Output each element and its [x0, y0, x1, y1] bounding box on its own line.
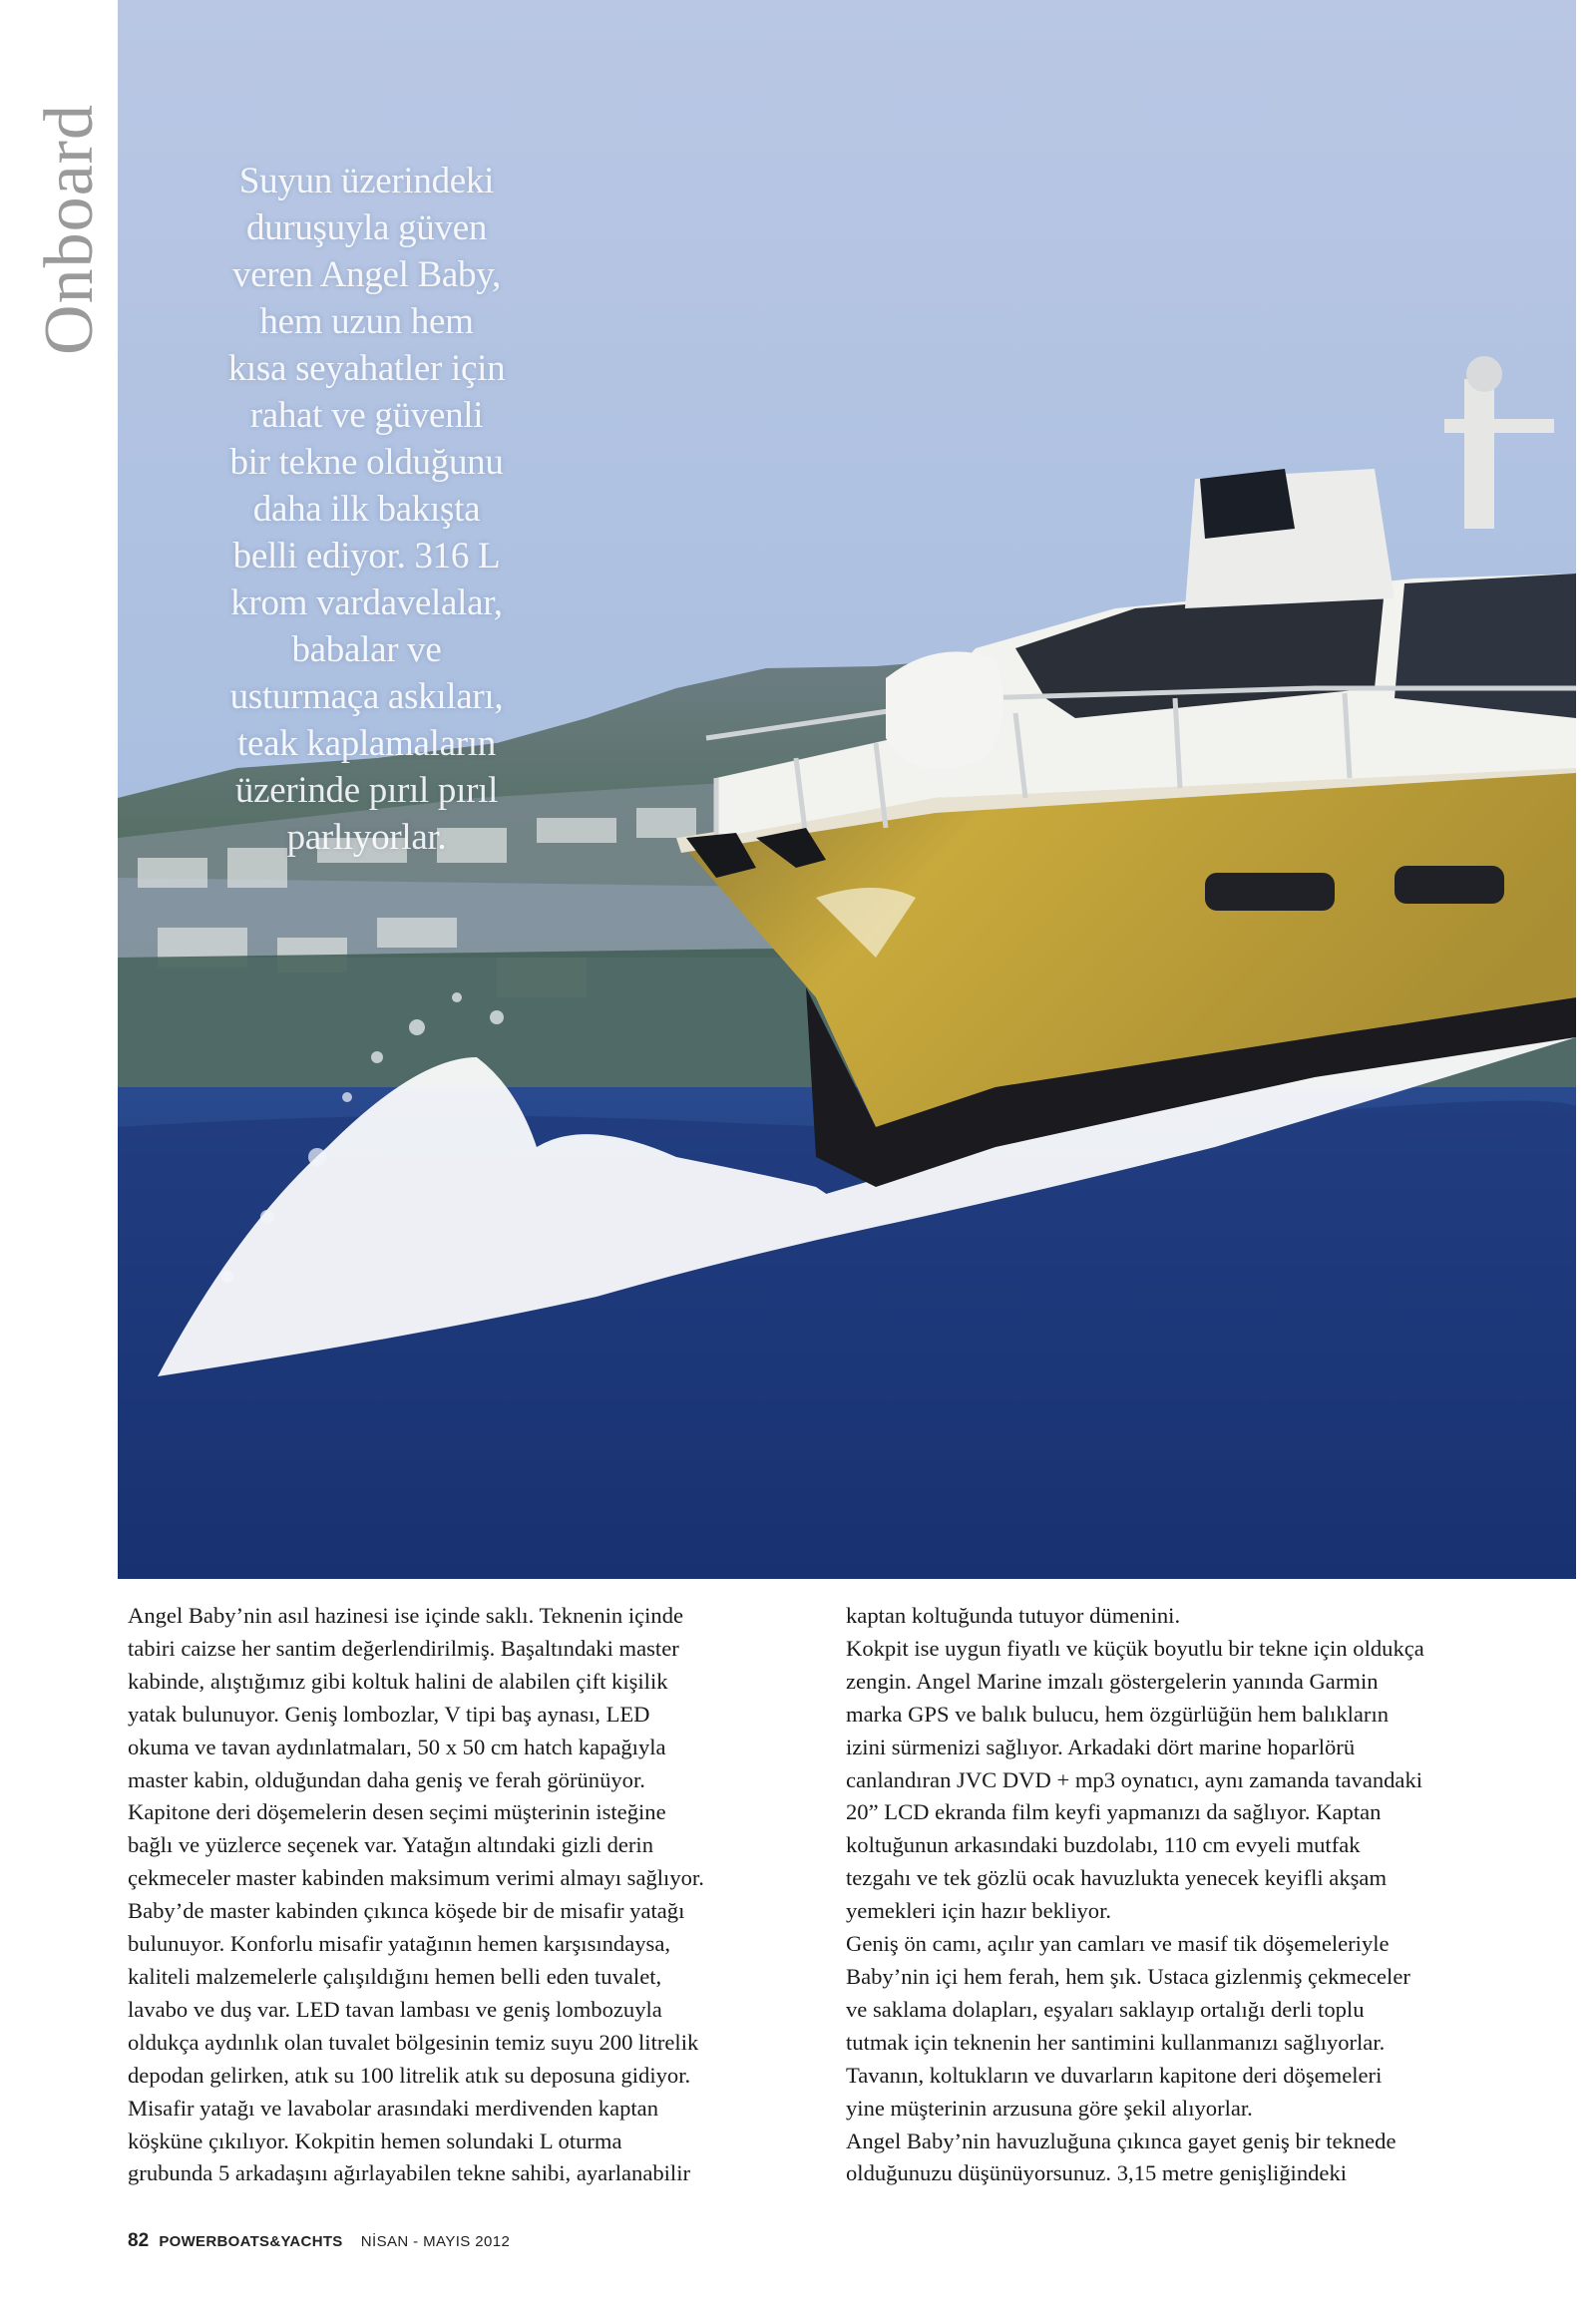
- issue-date: NİSAN - MAYIS 2012: [360, 2233, 511, 2250]
- body-line: izini sürmenizi sağlıyor. Arkadaki dört marine hoparlörü: [846, 1734, 1356, 1759]
- body-line: ve saklama dolapları, eşyaları saklayıp ortalığı derli toplu: [846, 1996, 1365, 2022]
- pull-quote-line: Suyun üzerindeki: [238, 161, 495, 201]
- body-column-right: [846, 1600, 1544, 2190]
- pull-quote: [185, 158, 549, 861]
- body-line: Tavanın, koltukların ve duvarların kapitone deri döşemeleri: [846, 2062, 1383, 2088]
- body-line: köşküne çıkılıyor. Kokpitin hemen solundaki L oturma: [128, 2128, 622, 2153]
- body-line: 20” LCD ekranda film keyfi yapmanızı da sağlıyor. Kaptan: [846, 1799, 1382, 1825]
- body-line: bulunuyor. Konforlu misafir yatağının hemen karşısındaysa,: [128, 1931, 671, 1957]
- pull-quote-line: krom vardavelalar,: [230, 582, 503, 623]
- body-line: zengin. Angel Marine imzalı göstergelerin yanında Garmin: [846, 1668, 1379, 1694]
- body-line: lavabo ve duş var. LED tavan lambası ve geniş lombozuyla: [128, 1996, 662, 2022]
- body-line: Kokpit ise uygun fiyatlı ve küçük boyutlu bir tekne için oldukça: [846, 1635, 1424, 1661]
- pull-quote-line: üzerinde pırıl pırıl: [234, 770, 499, 811]
- body-line: yine müşterinin arzusuna göre şekil alıyorlar.: [846, 2095, 1253, 2121]
- body-line: çekmeceler master kabinden maksimum verimi almayı sağlıyor.: [128, 1865, 704, 1891]
- pull-quote-line: babalar ve: [291, 629, 442, 670]
- pull-quote-line: parlıyorlar.: [286, 817, 447, 858]
- body-line: Misafir yatağı ve lavabolar arasındaki merdivenden kaptan: [128, 2095, 659, 2121]
- pull-quote-line: belli ediyor. 316 L: [232, 536, 501, 577]
- pull-quote-line: duruşuyla güven: [245, 207, 488, 248]
- body-line: tezgahı ve tek gözlü ocak havuzlukta yenecek keyifli akşam: [846, 1865, 1388, 1891]
- page-footer: [128, 2230, 510, 2252]
- body-line: bağlı ve yüzlerce seçenek var. Yatağın altındaki gizli derin: [128, 1832, 654, 1858]
- body-line: kaliteli malzemelerle çalışıldığını hemen belli eden tuvalet,: [128, 1963, 662, 1989]
- pull-quote-line: bir tekne olduğunu: [229, 442, 504, 483]
- pull-quote-line: hem uzun hem: [259, 301, 474, 342]
- body-line: yemekleri için hazır bekliyor.: [846, 1898, 1112, 1924]
- page-number: 82: [128, 2230, 150, 2251]
- pull-quote-line: veren Angel Baby,: [232, 254, 501, 295]
- body-line: grubunda 5 arkadaşını ağırlayabilen tekne sahibi, ayarlanabilir: [128, 2160, 691, 2186]
- section-label-text: Onboard: [31, 104, 108, 355]
- body-line: canlandıran JVC DVD + mp3 oynatıcı, aynı zamanda tavandaki: [846, 1766, 1423, 1792]
- body-line: Kapitone deri döşemelerin desen seçimi müşterinin isteğine: [128, 1799, 666, 1825]
- section-label: [30, 100, 110, 359]
- body-line: oldukça aydınlık olan tuvalet bölgesinin temiz suyu 200 litrelik: [128, 2029, 699, 2055]
- body-line: tutmak için teknenin her santimini kullanmanızı sağlıyorlar.: [846, 2029, 1386, 2055]
- body-line: tabiri caizse her santim değerlendirilmiş. Başaltındaki master: [128, 1635, 679, 1661]
- magazine-name: POWERBOATS&YACHTS: [159, 2233, 343, 2250]
- body-line: Baby’de master kabinden çıkınca köşede bir de misafir yatağı: [128, 1898, 685, 1924]
- body-line: kabinde, alıştığımız gibi koltuk halini de alabilen çift kişilik: [128, 1668, 668, 1694]
- pull-quote-line: rahat ve güvenli: [249, 395, 484, 436]
- pull-quote-line: usturmaça askıları,: [229, 676, 504, 717]
- body-line: Geniş ön camı, açılır yan camları ve masif tik döşemeleriyle: [846, 1931, 1390, 1957]
- body-line: master kabin, olduğundan daha geniş ve ferah görünüyor.: [128, 1766, 645, 1792]
- body-line: marka GPS ve balık bulucu, hem özgürlüğün hem balıkların: [846, 1701, 1390, 1727]
- body-line: depodan gelirken, atık su 100 litrelik atık su deposuna gidiyor.: [128, 2062, 691, 2088]
- body-line: olduğunuzu düşünüyorsunuz. 3,15 metre genişliğindeki: [846, 2160, 1348, 2186]
- pull-quote-line: daha ilk bakışta: [252, 489, 481, 530]
- body-line: koltuğunun arkasındaki buzdolabı, 110 cm evyeli mutfak: [846, 1832, 1361, 1858]
- body-line: okuma ve tavan aydınlatmaları, 50 x 50 cm hatch kapağıyla: [128, 1734, 666, 1759]
- body-line: kaptan koltuğunda tutuyor dümenini.: [846, 1603, 1181, 1628]
- body-line: Angel Baby’nin asıl hazinesi ise içinde saklı. Teknenin içinde: [128, 1603, 684, 1628]
- body-line: Baby’nin içi hem ferah, hem şık. Ustaca gizlenmiş çekmeceler: [846, 1963, 1410, 1989]
- body-line: Angel Baby’nin havuzluğuna çıkınca gayet geniş bir teknede: [846, 2128, 1396, 2153]
- pull-quote-line: teak kaplamaların: [237, 723, 496, 764]
- body-line: yatak bulunuyor. Geniş lombozlar, V tipi baş aynası, LED: [128, 1701, 650, 1727]
- pull-quote-line: kısa seyahatler için: [227, 348, 506, 389]
- body-column-left: [128, 1600, 816, 2190]
